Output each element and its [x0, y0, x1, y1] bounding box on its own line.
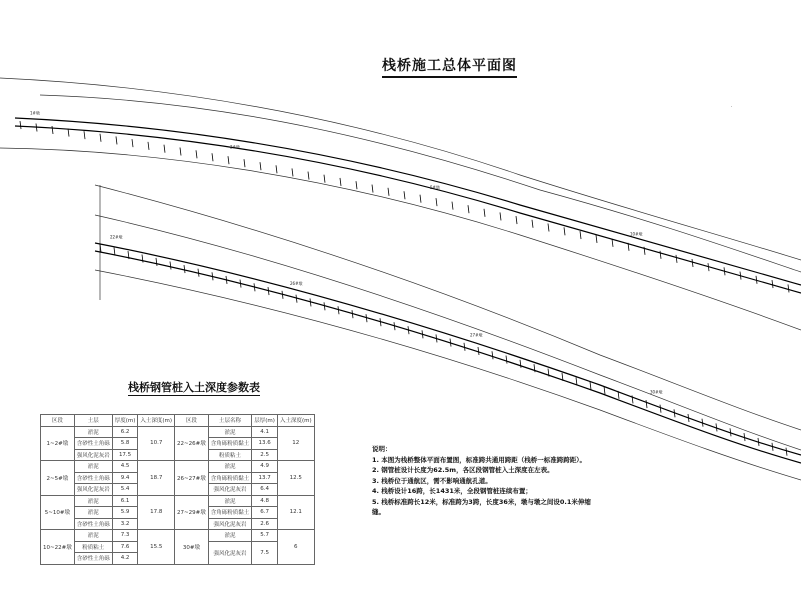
table-cell: 淤泥: [74, 507, 112, 519]
table-header-row: [41, 415, 315, 427]
pier-mark: [676, 255, 677, 263]
note-item: 3. 栈桥位于通航区，需不影响通航孔道。: [372, 476, 492, 485]
table-row: [41, 461, 315, 473]
pier-mark: [464, 343, 465, 351]
pier-label: 5#墩: [430, 184, 440, 190]
pier-mark: [356, 181, 357, 189]
pier-mark: [338, 306, 339, 314]
north-mark: ·: [731, 104, 733, 109]
pier-mark: [708, 263, 709, 271]
pier-mark: [212, 153, 213, 161]
pile-depth-table: [40, 414, 315, 565]
note-item: 1. 本图为栈桥整体平面布置图，标准跨共通用跨距（栈桥一标准跨跨距）。: [372, 455, 587, 464]
pier-mark: [268, 287, 269, 295]
pier-mark: [340, 178, 341, 186]
table-row: [41, 495, 315, 507]
pier-label: 10#墩: [630, 231, 643, 237]
pier-mark: [756, 276, 757, 284]
table-body: [41, 426, 315, 564]
pier-mark: [164, 145, 165, 153]
table-cell: 粉质粘土: [208, 449, 252, 461]
pier-mark: [660, 405, 661, 413]
table-cell: 5.9: [112, 507, 138, 519]
upper-deck-pier-marks: [20, 121, 789, 292]
pier-mark: [422, 330, 423, 338]
table-cell: 5.7: [252, 530, 278, 542]
table-cell: 淤泥: [74, 461, 112, 473]
table-cell: 淤泥: [74, 426, 112, 438]
pier-mark: [468, 205, 469, 213]
pier-mark: [436, 334, 437, 342]
header-cell: 区段: [41, 415, 75, 427]
pier-mark: [772, 443, 773, 451]
pier-mark: [196, 150, 197, 158]
pier-label: 30#墩: [650, 389, 663, 395]
pier-mark: [646, 400, 647, 408]
table-cell: 13.7: [252, 472, 278, 484]
note-item: 2. 钢管桩设计长度为62.5m，各区段钢管桩入土深度在左表。: [372, 466, 554, 474]
pier-mark: [68, 129, 69, 137]
table-cell: 12.1: [277, 495, 314, 530]
table-cell: 2.5: [252, 449, 278, 461]
table-cell: 5.4: [112, 484, 138, 496]
table-cell: 10~22#墩: [41, 530, 75, 565]
pier-mark: [744, 433, 745, 441]
table-title: 栈桥钢管桩入土深度参数表: [128, 381, 260, 394]
pier-mark: [420, 195, 421, 203]
note-item: 5. 栈桥标准跨长12米，标准跨为3跨，长度36米，墩与墩之间设0.1米伸缩缝。: [372, 497, 591, 516]
pier-label: 27#墩: [470, 332, 483, 338]
pier-mark: [404, 191, 405, 199]
table-cell: 4.8: [252, 495, 278, 507]
pier-mark: [308, 172, 309, 180]
pier-mark: [184, 265, 185, 273]
pier-mark: [132, 139, 133, 147]
table-cell: 5~10#墩: [41, 495, 75, 530]
table-cell: 27~29#墩: [175, 495, 209, 530]
pier-mark: [740, 272, 741, 280]
table-cell: 含角砾粉质黏土: [208, 472, 252, 484]
table-cell: 强风化泥灰岩: [208, 541, 252, 564]
pier-label: 26#墩: [290, 281, 303, 287]
pier-mark: [786, 448, 787, 456]
table-cell: 强风化泥灰岩: [208, 484, 252, 496]
header-cell: 层厚(m): [252, 415, 278, 427]
table-row: [41, 426, 315, 438]
pier-mark: [772, 280, 773, 288]
table-cell: 26~27#墩: [175, 461, 209, 496]
pier-mark: [534, 364, 535, 372]
pier-mark: [324, 175, 325, 183]
pier-mark: [148, 142, 149, 150]
pier-mark: [324, 302, 325, 310]
notes-block: [372, 444, 592, 518]
pier-mark: [142, 254, 143, 262]
table-cell: 6.1: [112, 495, 138, 507]
pier-mark: [388, 188, 389, 196]
table-cell: 含砂性土角砾: [74, 553, 112, 565]
pier-mark: [580, 231, 581, 239]
pier-label: 22#墩: [110, 234, 123, 240]
pier-mark: [548, 224, 549, 232]
pier-mark: [612, 239, 613, 247]
pier-mark: [500, 212, 501, 220]
pier-mark: [692, 259, 693, 267]
table-cell: 7.6: [112, 541, 138, 553]
table-cell: 淤泥: [208, 426, 252, 438]
pier-mark: [296, 295, 297, 303]
pier-mark: [292, 168, 293, 176]
pier-mark: [564, 227, 565, 235]
table-cell: 4.1: [252, 426, 278, 438]
pier-mark: [100, 134, 101, 142]
table-cell: 1~2#墩: [41, 426, 75, 461]
pier-mark: [484, 209, 485, 217]
pier-mark: [372, 185, 373, 193]
table-cell: 3.2: [112, 518, 138, 530]
pier-mark: [450, 339, 451, 347]
pier-mark: [380, 318, 381, 326]
table-cell: 强风化泥灰岩: [74, 449, 112, 461]
table-cell: 淤泥: [208, 461, 252, 473]
pier-mark: [516, 216, 517, 224]
table-cell: 30#墩: [175, 530, 209, 565]
pier-mark: [310, 298, 311, 306]
table-cell: 4.2: [112, 553, 138, 565]
drawing-title: 栈桥施工总体平面图: [382, 55, 517, 78]
pier-mark: [394, 322, 395, 330]
table-row: [41, 530, 315, 542]
pier-mark: [604, 386, 605, 394]
pier-mark: [452, 202, 453, 210]
pier-mark: [758, 438, 759, 446]
pier-mark: [20, 121, 21, 129]
table-cell: 淤泥: [74, 495, 112, 507]
pier-mark: [226, 276, 227, 284]
table-cell: 17.8: [138, 495, 175, 530]
note-item: 4. 栈桥设计16跨，长1431米，全段钢管桩连续布置；: [372, 487, 532, 495]
pier-mark: [590, 382, 591, 390]
table-cell: 15.5: [138, 530, 175, 565]
table-cell: 6.7: [252, 507, 278, 519]
upper-trestle-outline: [0, 78, 801, 330]
table-cell: 6.4: [252, 484, 278, 496]
notes-heading: 说明：: [372, 445, 392, 453]
table-cell: 淤泥: [208, 495, 252, 507]
table-cell: 2~5#墩: [41, 461, 75, 496]
table-cell: 22~26#墩: [175, 426, 209, 461]
header-cell: 入土深度(m): [138, 415, 175, 427]
table-cell: 含角砾粉质黏土: [208, 438, 252, 450]
pier-mark: [240, 280, 241, 288]
pier-mark: [244, 159, 245, 167]
table-cell: 强风化泥灰岩: [208, 518, 252, 530]
table-cell: 13.6: [252, 438, 278, 450]
table-cell: 6.2: [112, 426, 138, 438]
table-cell: 淤泥: [74, 530, 112, 542]
pier-mark: [688, 414, 689, 422]
table-cell: 4.9: [252, 461, 278, 473]
pier-mark: [492, 351, 493, 359]
pier-mark: [506, 356, 507, 364]
header-cell: 土层名称: [208, 415, 252, 427]
pier-mark: [84, 131, 85, 139]
table-cell: 18.7: [138, 461, 175, 496]
pier-mark: [660, 251, 661, 259]
table-cell: 9.4: [112, 472, 138, 484]
table-cell: 7.3: [112, 530, 138, 542]
table-cell: 含砂性土角砾: [74, 472, 112, 484]
table-cell: 6: [277, 530, 314, 565]
pier-annotations: [30, 110, 662, 395]
table-cell: 淤泥: [208, 530, 252, 542]
table-cell: 12: [277, 426, 314, 461]
pier-mark: [352, 310, 353, 318]
pier-mark: [198, 269, 199, 277]
pier-mark: [260, 162, 261, 170]
table-cell: 含砂性土角砾: [74, 438, 112, 450]
pier-mark: [52, 126, 53, 134]
pier-mark: [788, 284, 789, 292]
table-cell: 含角砾粉质黏土: [208, 507, 252, 519]
pier-mark: [478, 347, 479, 355]
pier-mark: [156, 258, 157, 266]
pier-mark: [170, 262, 171, 270]
pier-mark: [254, 283, 255, 291]
pier-mark: [730, 428, 731, 436]
pier-mark: [532, 220, 533, 228]
table-cell: 5.8: [112, 438, 138, 450]
pier-mark: [366, 314, 367, 322]
pier-mark: [212, 272, 213, 280]
pier-mark: [180, 147, 181, 155]
table-cell: 17.5: [112, 449, 138, 461]
header-cell: 区段: [175, 415, 209, 427]
pier-mark: [276, 165, 277, 173]
header-cell: 土层: [74, 415, 112, 427]
pier-mark: [228, 156, 229, 164]
pier-mark: [116, 136, 117, 144]
pier-mark: [716, 423, 717, 431]
table-cell: 12.5: [277, 461, 314, 496]
pier-label: 1#墩: [30, 110, 40, 116]
pier-mark: [596, 235, 597, 243]
pier-mark: [282, 291, 283, 299]
pier-mark: [632, 395, 633, 403]
pier-mark: [702, 419, 703, 427]
header-cell: 入土深度(m): [277, 415, 314, 427]
table-cell: 7.5: [252, 541, 278, 564]
pier-mark: [674, 409, 675, 417]
table-cell: 粉质粘土: [74, 541, 112, 553]
pier-mark: [520, 360, 521, 368]
table-cell: 2.6: [252, 518, 278, 530]
pier-mark: [436, 198, 437, 206]
table-cell: 含砂性土角砾: [74, 518, 112, 530]
pier-mark: [408, 326, 409, 334]
pier-label: 2#墩: [230, 144, 240, 150]
table-cell: 强风化泥灰岩: [74, 484, 112, 496]
header-cell: 厚度(m): [112, 415, 138, 427]
pier-mark: [724, 267, 725, 275]
table-cell: 4.5: [112, 461, 138, 473]
pier-mark: [36, 123, 37, 131]
table-cell: 10.7: [138, 426, 175, 461]
